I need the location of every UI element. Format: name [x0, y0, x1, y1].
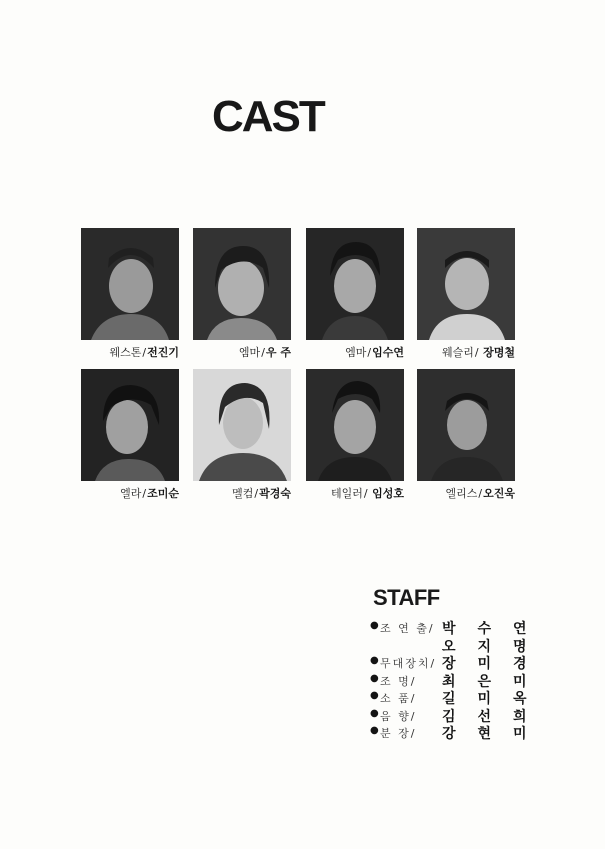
- cast-caption: 엠마/임수연: [345, 346, 404, 359]
- actor-photo: [417, 369, 515, 481]
- actor-photo: [193, 228, 291, 340]
- staff-name: 김선희: [442, 708, 549, 725]
- staff-role: 음 향/: [380, 709, 417, 723]
- staff-row: [370, 707, 570, 725]
- staff-row: [370, 637, 570, 655]
- actor-photo: [81, 369, 179, 481]
- staff-name: 최은미: [442, 673, 549, 690]
- staff-row: [370, 654, 570, 672]
- staff-role: 무대장치/: [380, 657, 437, 670]
- actor-photo: [306, 369, 404, 481]
- staff-section: [370, 585, 570, 742]
- role-name: 엠마: [238, 346, 261, 359]
- actor-name: 우 주: [265, 346, 291, 359]
- role-name: 웨슬리: [442, 346, 474, 359]
- cast-caption: 테일러/ 임성호: [331, 487, 404, 500]
- role-name: 웨스톤: [109, 346, 142, 359]
- actor-name: 임성호: [372, 487, 404, 500]
- staff-role: 조 연 출/: [380, 622, 435, 635]
- bullet-icon: ●: [370, 707, 379, 719]
- cast-caption: 엠마/우 주: [238, 346, 291, 359]
- bullet-icon: ●: [370, 672, 379, 684]
- staff-name: 장미경: [442, 656, 549, 672]
- cast-caption: 웨스톤/전진기: [109, 346, 179, 359]
- staff-row: [370, 724, 570, 742]
- bullet-icon: ●: [370, 655, 379, 666]
- staff-role: 조 명/: [380, 674, 417, 688]
- role-name: 엠마: [345, 346, 367, 359]
- bullet-icon: ●: [370, 620, 379, 631]
- actor-name: 조미순: [147, 487, 179, 500]
- role-name: 테일러: [331, 487, 363, 500]
- actor-name: 곽경숙: [259, 487, 291, 500]
- staff-name: 박수연: [442, 621, 549, 637]
- actor-photo: [417, 228, 515, 340]
- staff-list: [370, 619, 570, 742]
- bullet-icon: ●: [370, 725, 379, 736]
- staff-title: STAFF: [373, 585, 440, 610]
- staff-name: 길미옥: [442, 691, 549, 707]
- role-name: 멜컴: [232, 487, 254, 500]
- staff-role: 소 품/: [380, 692, 417, 705]
- staff-name: 오지명: [442, 638, 549, 655]
- bullet-icon: ●: [370, 690, 379, 701]
- role-name: 엘리스: [445, 487, 478, 500]
- actor-name: 전진기: [147, 346, 179, 359]
- actor-name: 장명철: [483, 346, 515, 359]
- cast-caption: 멜컴/곽경숙: [232, 487, 291, 500]
- staff-row: [370, 672, 570, 690]
- role-name: 엘라: [120, 487, 142, 500]
- actor-name: 오진욱: [483, 487, 515, 500]
- cast-caption: 엘라/조미순: [120, 487, 179, 500]
- actor-photo: [81, 228, 179, 340]
- staff-row: [370, 619, 570, 637]
- actor-photo: [193, 369, 291, 481]
- cast-title: CAST: [212, 92, 324, 141]
- actor-name: 임수연: [372, 346, 404, 359]
- cast-caption: 웨슬리/ 장명철: [442, 346, 515, 359]
- cast-caption: 엘리스/오진욱: [445, 487, 515, 500]
- staff-name: 강현미: [442, 726, 549, 742]
- actor-photo: [306, 228, 404, 340]
- staff-row: [370, 689, 570, 707]
- staff-role: 분 장/: [380, 727, 417, 740]
